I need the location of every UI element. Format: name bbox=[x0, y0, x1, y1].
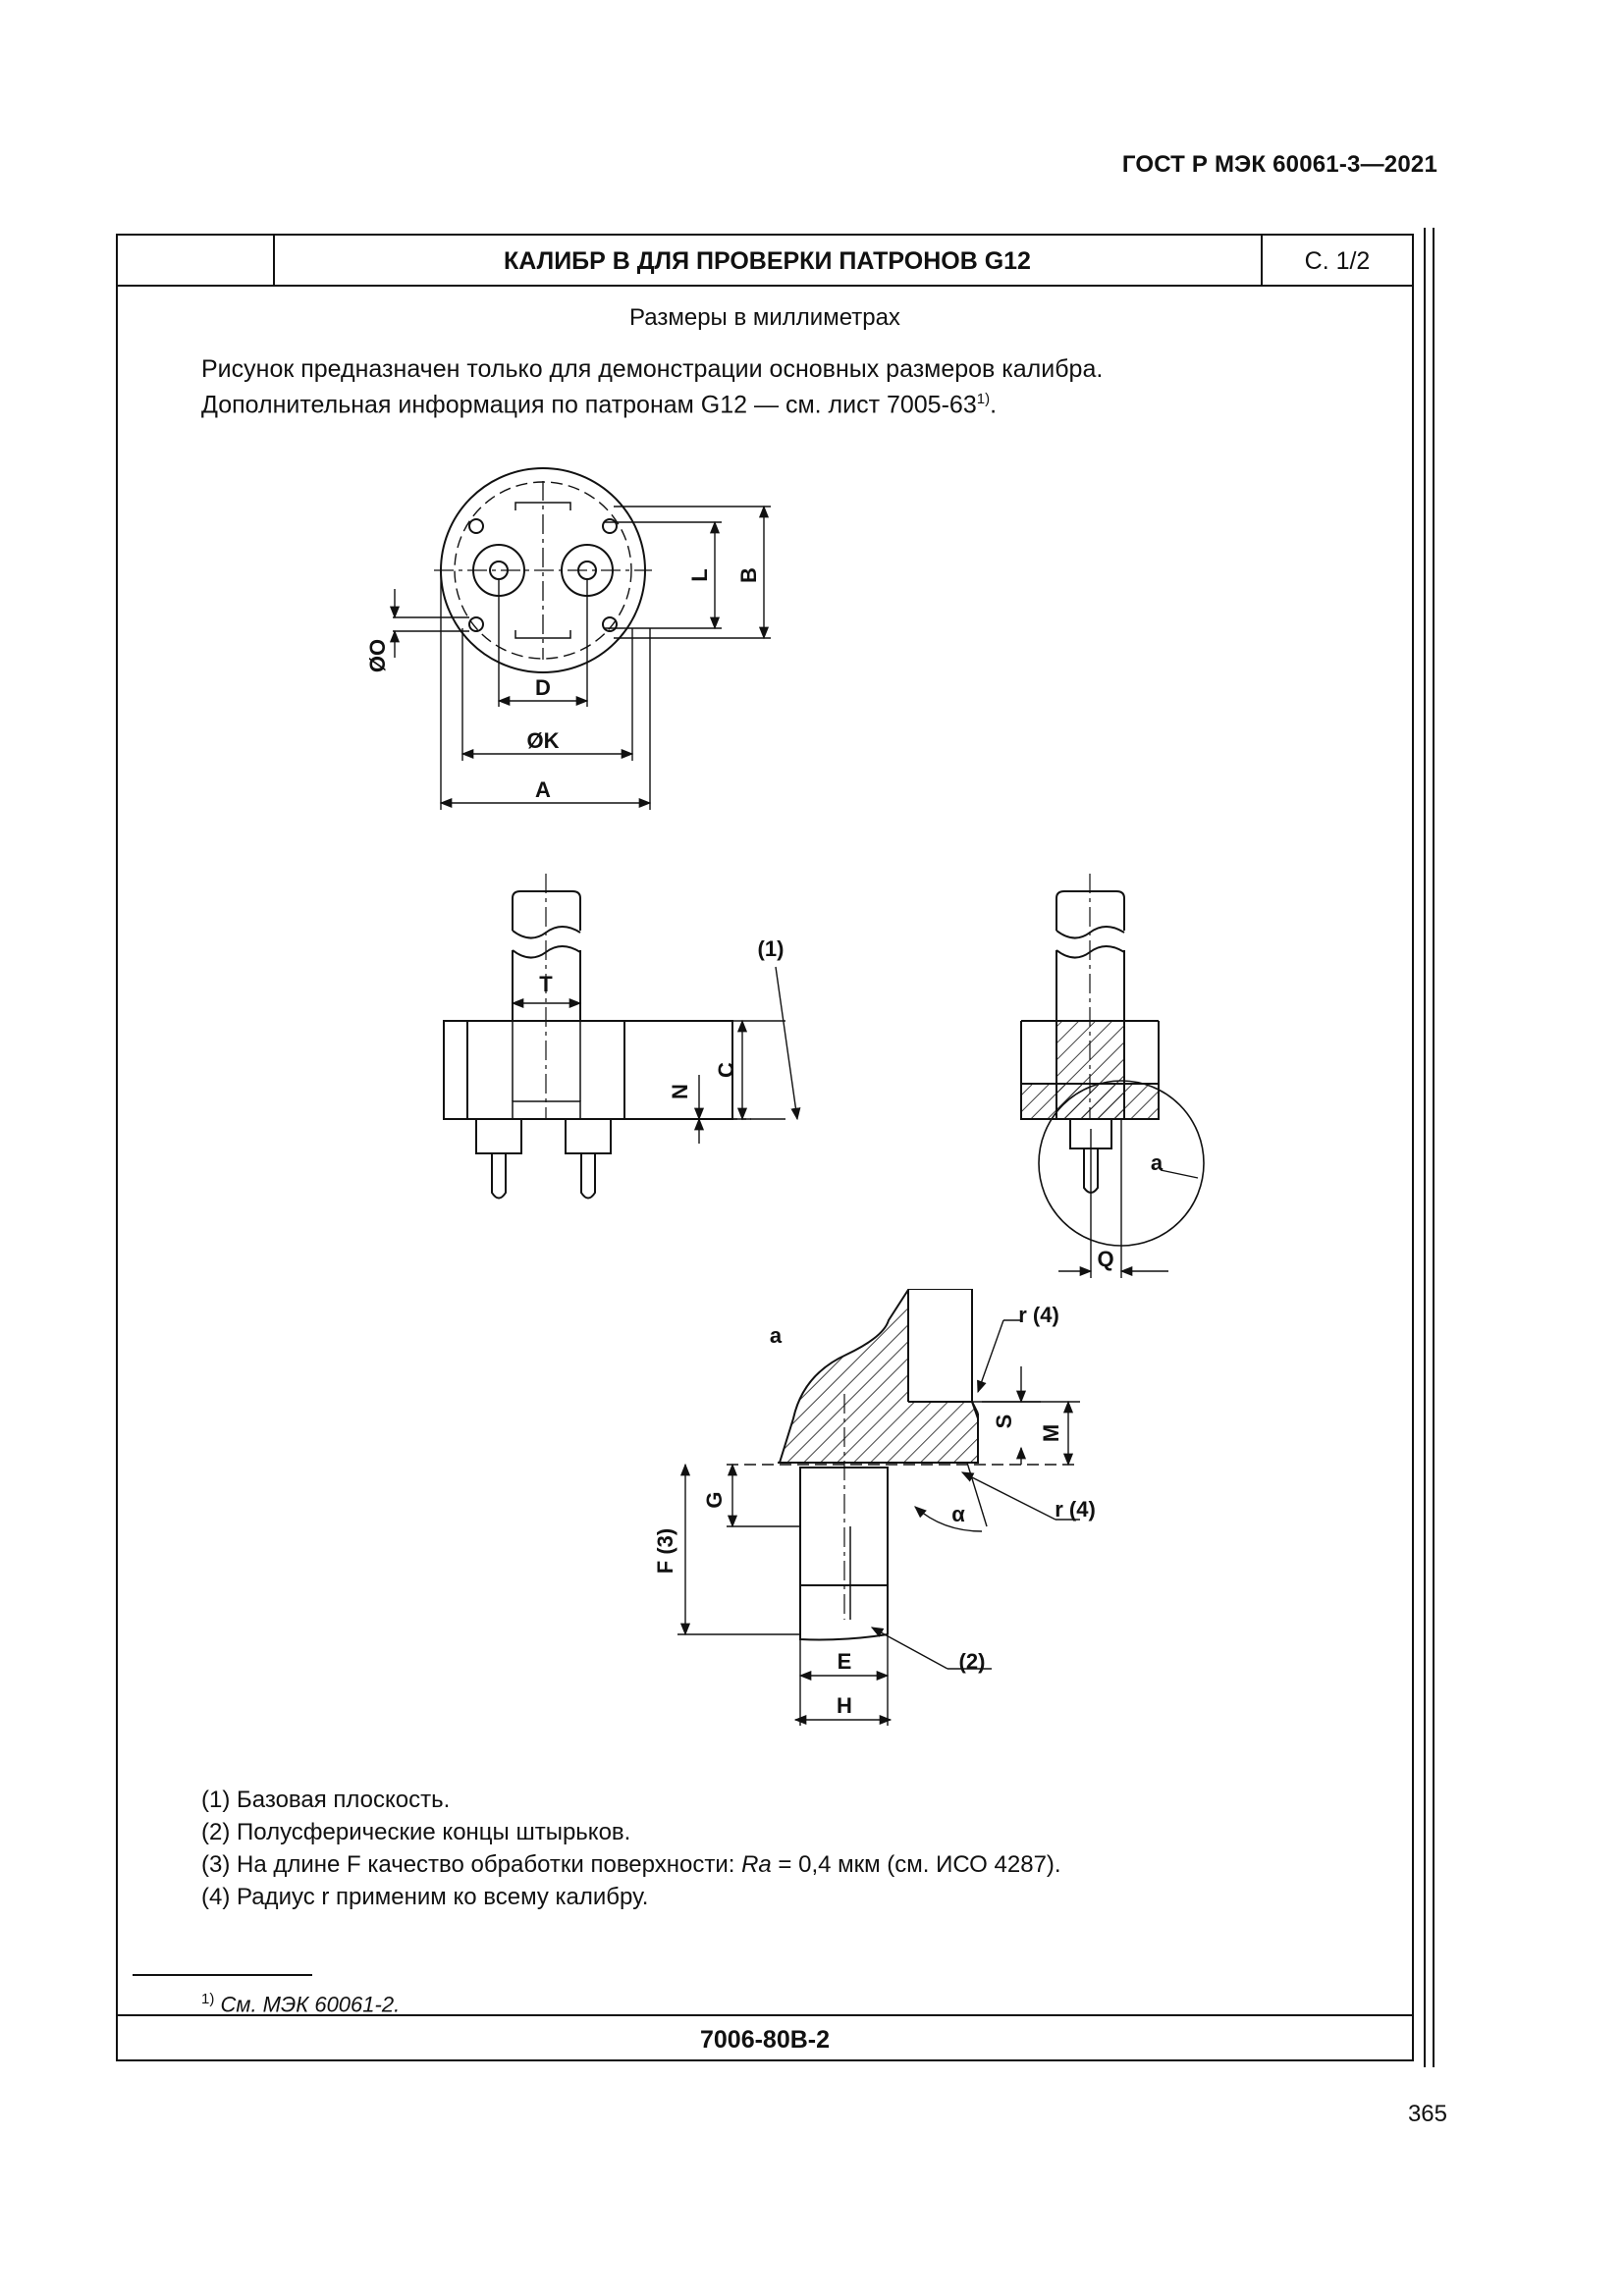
page-number: 365 bbox=[1407, 2101, 1447, 2127]
label-G: G bbox=[702, 1491, 727, 1509]
top-view bbox=[434, 468, 652, 672]
footnote-separator bbox=[133, 1974, 312, 1976]
side-view bbox=[1021, 874, 1204, 1246]
label-Q: Q bbox=[1097, 1247, 1114, 1271]
sheet-number: С. 1/2 bbox=[1304, 247, 1371, 275]
label-C: C bbox=[714, 1062, 738, 1078]
label-a-side: a bbox=[1150, 1150, 1164, 1175]
label-E: E bbox=[837, 1649, 852, 1674]
standard-designation: ГОСТ Р МЭК 60061-3—2021 bbox=[1121, 151, 1437, 178]
footnote-ref: 1) bbox=[976, 391, 991, 407]
side-view-dimensions bbox=[1058, 1119, 1198, 1278]
intro-line-2: Дополнительная информация по патронам G12 — см. лист 7005-63$^{1)}$. bbox=[201, 391, 998, 419]
label-K: ØK bbox=[526, 728, 560, 753]
label-a-detail: a bbox=[769, 1323, 783, 1348]
label-alpha: α bbox=[951, 1502, 965, 1526]
label-M: M bbox=[1039, 1423, 1063, 1443]
note-4: (4) Радиус r применим ко всему калибру. bbox=[201, 1884, 649, 1910]
sheet-code: 7006-80В-2 bbox=[699, 2026, 831, 2054]
label-T: T bbox=[539, 972, 553, 996]
label-F3: F (3) bbox=[653, 1527, 677, 1575]
label-O: ØO bbox=[365, 638, 390, 673]
front-view bbox=[444, 874, 732, 1199]
label-S: S bbox=[992, 1414, 1016, 1429]
intro-line-1: Рисунок предназначен только для демонстрации основных размеров калибра. bbox=[201, 355, 1104, 383]
label-r4-side: r (4) bbox=[1055, 1497, 1096, 1522]
label-A: A bbox=[535, 777, 551, 802]
front-view-dimensions bbox=[513, 967, 797, 1144]
top-view-dimensions bbox=[393, 507, 771, 810]
label-ref-1: (1) bbox=[757, 936, 785, 961]
sheet-title: КАЛИБР В ДЛЯ ПРОВЕРКИ ПАТРОНОВ G12 bbox=[504, 247, 1031, 275]
note-2: (2) Полусферические концы штырьков. bbox=[201, 1819, 631, 1845]
units-caption: Размеры в миллиметрах bbox=[629, 304, 900, 331]
label-L: L bbox=[687, 568, 712, 582]
note-3: (3) На длине F качество обработки поверхности: Ra = 0,4 мкм (см. ИСО 4287). bbox=[201, 1851, 1061, 1878]
label-N: N bbox=[668, 1084, 692, 1099]
label-D: D bbox=[535, 675, 551, 700]
label-ref-2: (2) bbox=[958, 1649, 986, 1674]
note-1: (1) Базовая плоскость. bbox=[201, 1787, 451, 1813]
label-B: B bbox=[736, 567, 761, 583]
footnote: $^{1)}$ См. МЭК 60061-2. bbox=[201, 1991, 401, 2017]
label-r4-top: r (4) bbox=[1018, 1303, 1059, 1327]
label-H: H bbox=[837, 1693, 852, 1718]
